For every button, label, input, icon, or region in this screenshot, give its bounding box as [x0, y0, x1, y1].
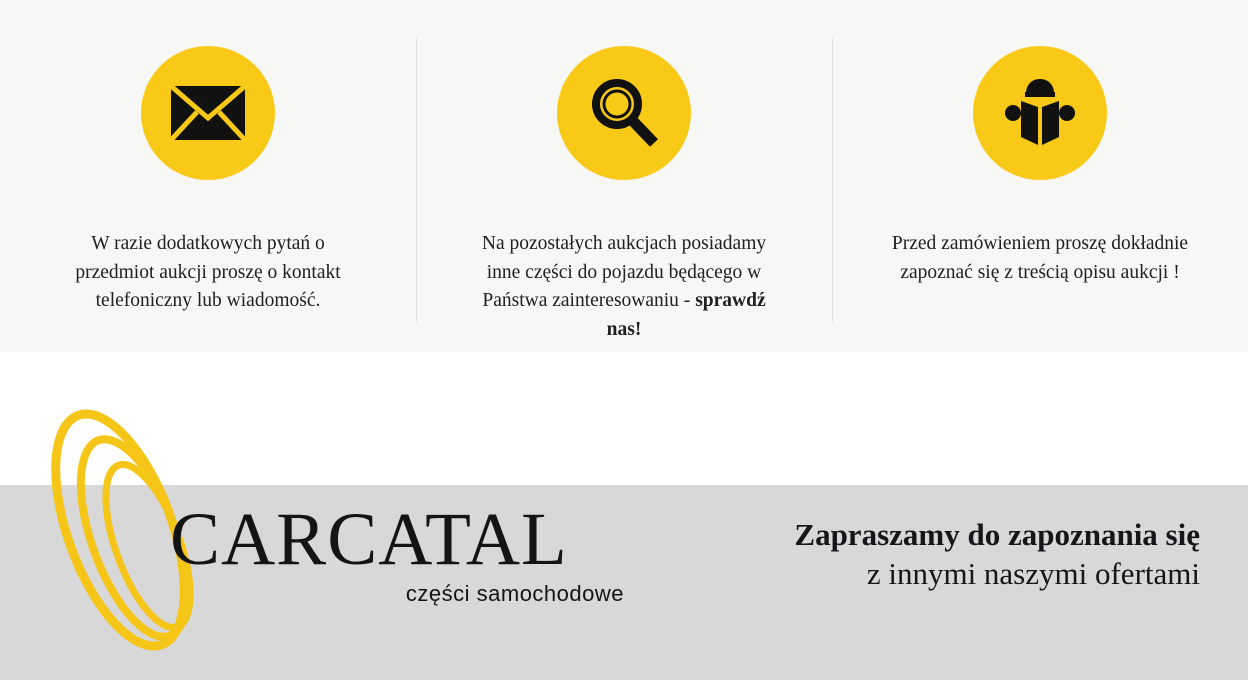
reading-person-icon: [1001, 77, 1079, 149]
brand-name: CARCATAL: [170, 498, 568, 581]
info-text-part: Przed zamówieniem proszę dokładnie zapoznać się z treścią opisu aukcji !: [891, 233, 1189, 283]
info-text-part: Na pozostałych aukcjach posiadamy inne części do pojazdu będącego w Państwa zainteresowaniu -: [481, 233, 767, 312]
envelope-icon: [170, 85, 246, 141]
invitation-line-2: z innymi naszymi ofertami: [866, 555, 1200, 591]
footer: [0, 352, 1248, 680]
brand-subtitle: części samochodowe: [405, 581, 624, 606]
invitation-text: [680, 516, 1200, 594]
envelope-icon-badge: [141, 46, 275, 180]
info-column-other-auctions: [416, 0, 832, 352]
magnifier-icon: [586, 75, 662, 151]
info-text-emphasis: sprawdź nas!: [606, 290, 766, 340]
info-column-contact-text: [58, 230, 358, 316]
info-column-other-auctions-text: [474, 230, 774, 345]
info-text-part: W razie dodatkowych pytań o przedmiot aukcji proszę o kontakt telefoniczny lub wiadomość.: [75, 233, 341, 312]
magnifier-icon-badge: [557, 46, 691, 180]
info-column-contact: [0, 0, 416, 352]
brand-block: [170, 498, 630, 607]
reading-person-icon-badge: [973, 46, 1107, 180]
info-column-read-description-text: [890, 230, 1190, 287]
invitation-line-1: Zapraszamy do zapoznania się: [794, 517, 1200, 552]
info-column-read-description: [832, 0, 1248, 352]
